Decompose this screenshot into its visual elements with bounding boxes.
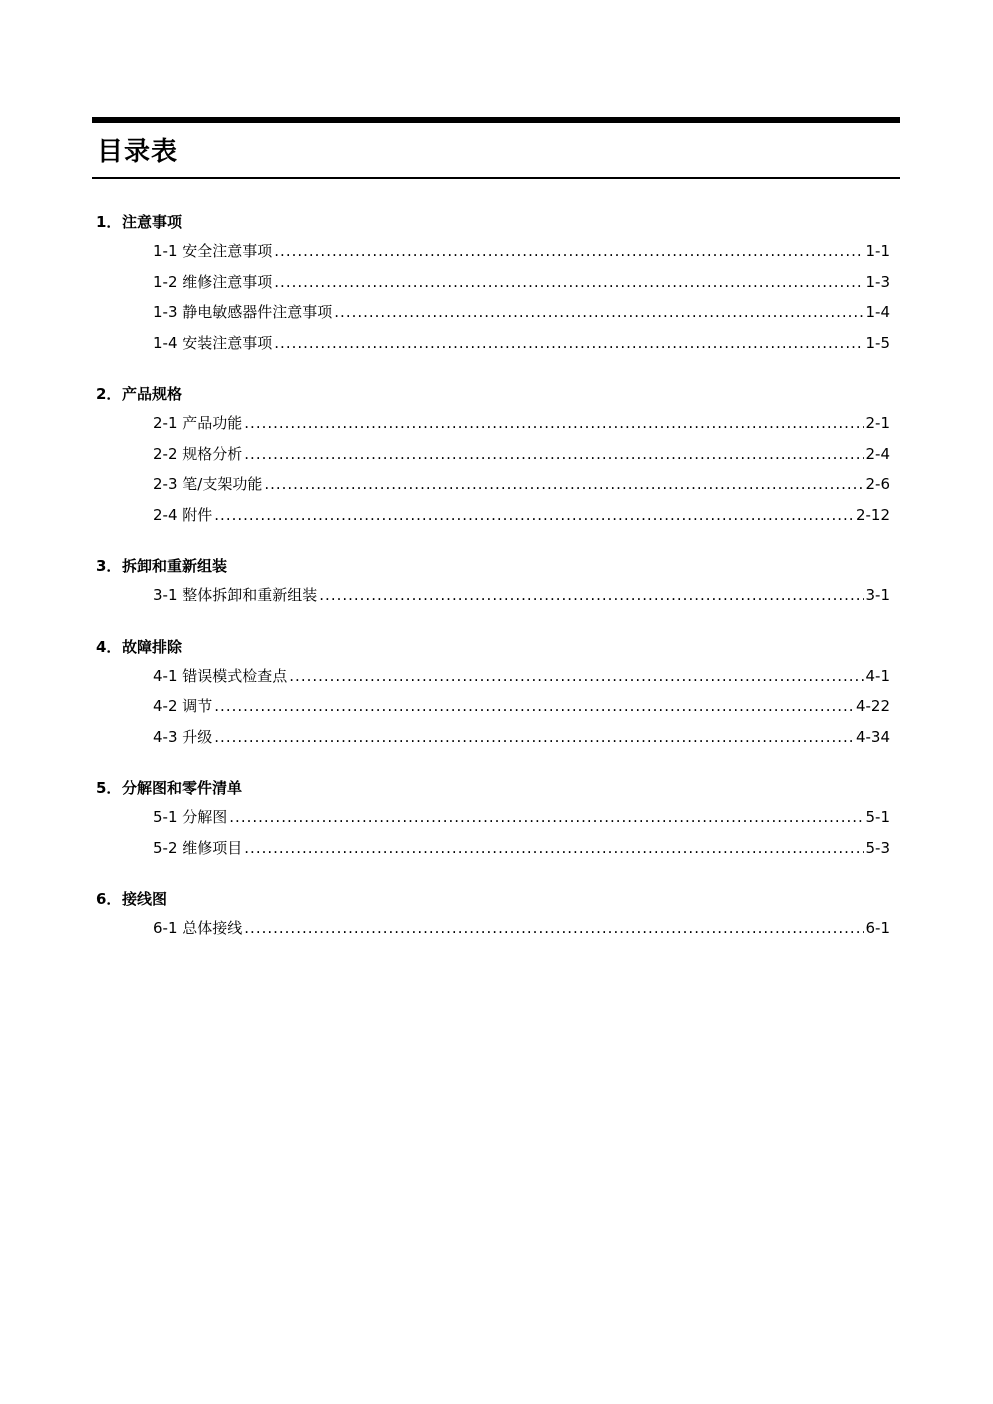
toc-entry[interactable] (92, 833, 900, 864)
entry-page-number: 2-1 (865, 414, 890, 432)
dot-leader (229, 802, 863, 833)
entry-page-number: 6-1 (865, 919, 890, 937)
toc-entry[interactable] (92, 328, 900, 359)
entry-page-number: 5-3 (865, 838, 890, 857)
toc-section-6 (92, 885, 900, 944)
entry-label: 2-2 规格分析 (153, 444, 243, 463)
entry-page-number: 4-1 (865, 666, 890, 685)
section-heading[interactable] (92, 774, 900, 802)
section-number: 6． (96, 890, 122, 908)
toc-entry[interactable] (92, 469, 900, 500)
section-title: 接线图 (122, 890, 168, 908)
entry-label: 5-2 维修项目 (153, 838, 243, 857)
page-title: 目录表 (97, 137, 179, 167)
entry-label: 3-1 整体拆卸和重新组装 (153, 586, 318, 604)
entry-page-number: 2-4 (865, 444, 890, 463)
entry-label: 1-4 安装注意事项 (153, 333, 273, 352)
dot-leader (244, 833, 863, 864)
toc-entry[interactable] (92, 722, 900, 753)
section-title: 分解图和零件清单 (122, 779, 243, 797)
title-bottom-rule (92, 177, 900, 179)
toc-entry[interactable] (92, 408, 900, 439)
entry-page-number: 1-5 (865, 333, 890, 352)
toc-entry[interactable] (92, 236, 900, 267)
dot-leader (274, 267, 863, 298)
toc-entry[interactable] (92, 913, 900, 944)
toc-entry[interactable] (92, 580, 900, 611)
entry-page-number: 2-6 (865, 475, 890, 493)
section-number: 1． (96, 213, 122, 231)
section-heading[interactable] (92, 885, 900, 913)
dot-leader (319, 580, 863, 611)
section-number: 4． (96, 637, 122, 656)
toc-entry[interactable] (92, 661, 900, 692)
dot-leader (264, 469, 863, 500)
entry-page-number: 1-1 (865, 242, 890, 260)
toc-section-3 (92, 552, 900, 611)
entry-label: 1-2 维修注意事项 (153, 272, 273, 291)
title-top-rule (92, 117, 900, 123)
dot-leader (289, 661, 863, 692)
entry-label: 1-3 静电敏感器件注意事项 (153, 303, 333, 321)
entry-label: 2-4 附件 (153, 505, 213, 524)
dot-leader (214, 691, 854, 722)
entry-label: 4-2 调节 (153, 697, 213, 715)
toc-entry[interactable] (92, 500, 900, 531)
toc-section-4 (92, 633, 900, 753)
entry-label: 2-3 笔/支架功能 (153, 475, 263, 493)
toc-section-5 (92, 774, 900, 863)
dot-leader (334, 297, 863, 328)
entry-label: 4-3 升级 (153, 727, 213, 746)
section-heading[interactable] (92, 208, 900, 236)
entry-page-number: 5-1 (865, 808, 890, 826)
section-number: 2． (96, 385, 122, 403)
toc-entry[interactable] (92, 267, 900, 298)
entry-page-number: 4-34 (855, 727, 890, 746)
entry-label: 2-1 产品功能 (153, 414, 243, 432)
dot-leader (244, 913, 863, 944)
section-heading[interactable] (92, 552, 900, 580)
dot-leader (274, 328, 863, 359)
section-number: 5． (96, 779, 122, 797)
entry-label: 1-1 安全注意事项 (153, 242, 273, 260)
entry-label: 6-1 总体接线 (153, 919, 243, 937)
section-title: 故障排除 (122, 637, 183, 656)
entry-label: 4-1 错误模式检查点 (153, 666, 288, 685)
toc-entry[interactable] (92, 297, 900, 328)
entry-page-number: 1-3 (865, 272, 890, 291)
section-title: 拆卸和重新组装 (122, 557, 228, 575)
entry-page-number: 4-22 (855, 697, 890, 715)
entry-page-number: 1-4 (865, 303, 890, 321)
section-title: 产品规格 (122, 385, 183, 403)
toc-entry[interactable] (92, 691, 900, 722)
dot-leader (244, 408, 863, 439)
entry-label: 5-1 分解图 (153, 808, 228, 826)
dot-leader (244, 439, 863, 470)
section-heading[interactable] (92, 380, 900, 408)
toc-section-1 (92, 208, 900, 358)
entry-page-number: 2-12 (855, 505, 890, 524)
page-header (92, 117, 900, 179)
toc-entry[interactable] (92, 439, 900, 470)
table-of-contents (92, 208, 900, 958)
section-heading[interactable] (92, 633, 900, 661)
toc-entry[interactable] (92, 802, 900, 833)
dot-leader (274, 236, 863, 267)
entry-page-number: 3-1 (865, 586, 890, 604)
dot-leader (214, 722, 854, 753)
dot-leader (214, 500, 854, 531)
section-number: 3． (96, 557, 122, 575)
toc-section-2 (92, 380, 900, 530)
section-title: 注意事项 (122, 213, 183, 231)
